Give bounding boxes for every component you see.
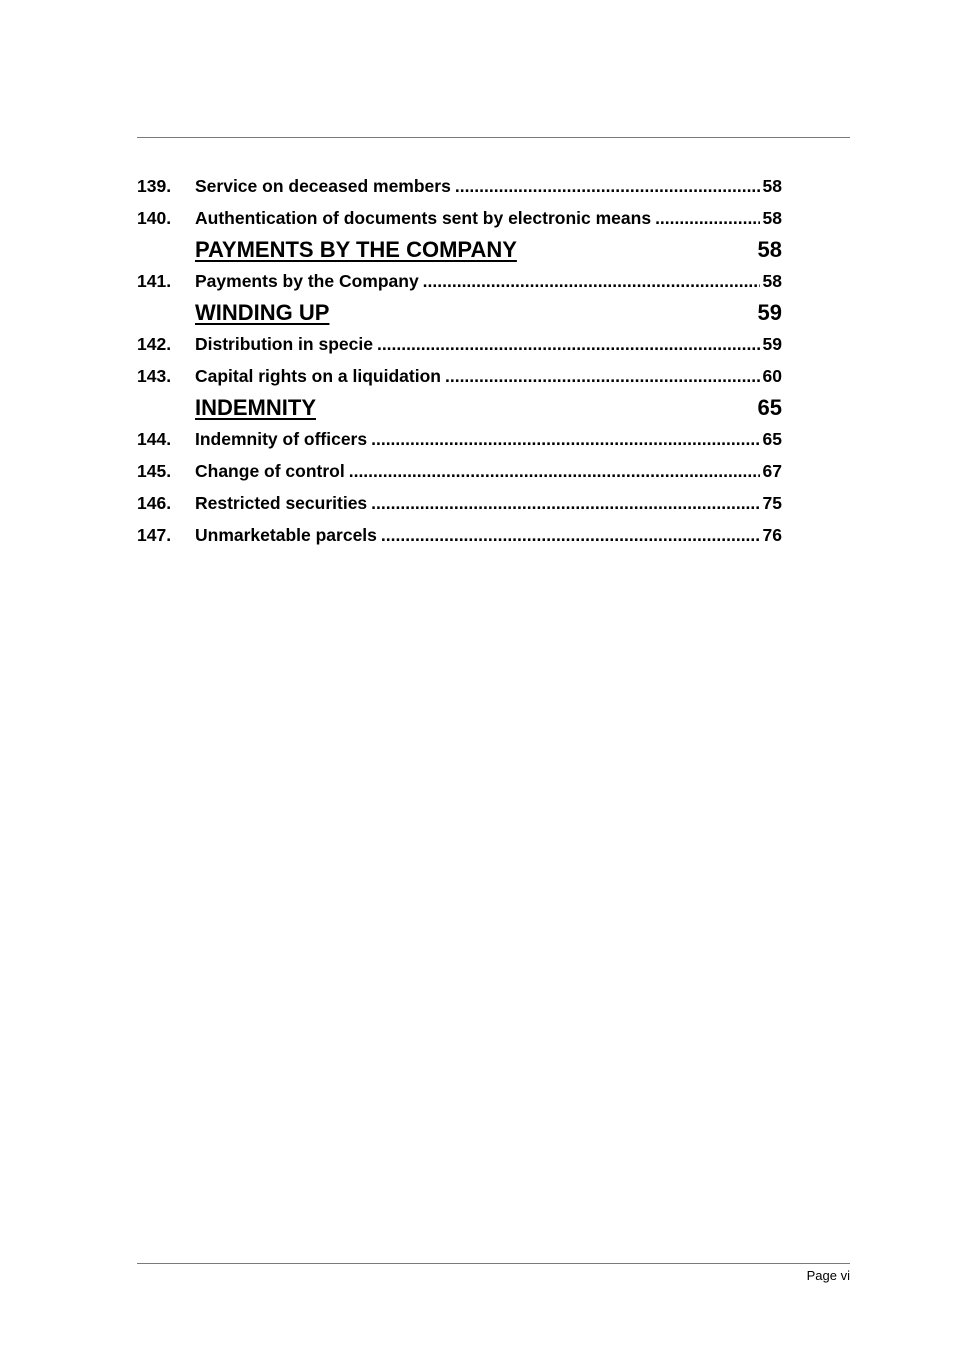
toc-entry-number: 145. [137, 461, 172, 481]
toc-entry-title: Authentication of documents sent by electronic means [195, 208, 652, 228]
toc-entry[interactable] [137, 360, 782, 392]
dot-leader [377, 328, 760, 360]
toc-section-page: 65 [757, 395, 782, 420]
toc-entry-number: 147. [137, 525, 172, 545]
toc-section-heading[interactable] [137, 234, 782, 265]
dot-leader [445, 360, 760, 392]
toc-entry[interactable] [137, 455, 782, 487]
toc-entry-title: Unmarketable parcels [195, 525, 377, 545]
toc-entry-title: Indemnity of officers [195, 429, 368, 449]
toc-entry-title: Restricted securities [195, 493, 368, 513]
toc-entry-page: 58 [762, 271, 782, 291]
footer-rule [137, 1263, 850, 1264]
toc-entry-title: Distribution in specie [195, 334, 373, 354]
dot-leader [455, 170, 760, 202]
dot-leader [371, 487, 759, 519]
toc-entry-page: 58 [762, 208, 782, 228]
toc-entry-page: 60 [762, 366, 782, 386]
toc-section-heading[interactable] [137, 392, 782, 423]
dot-leader [371, 423, 759, 455]
toc-entry-page: 58 [762, 176, 782, 196]
toc-entry[interactable] [137, 265, 782, 297]
toc-entry[interactable] [137, 202, 782, 234]
page-number: Page vi [806, 1268, 850, 1283]
toc-entry-page: 65 [762, 429, 782, 449]
toc-section-page: 59 [757, 300, 782, 325]
table-of-contents [137, 170, 782, 551]
dot-leader [349, 455, 760, 487]
toc-entry[interactable] [137, 487, 782, 519]
toc-entry-title: Service on deceased members [195, 176, 451, 196]
dot-leader [381, 519, 760, 551]
toc-entry-number: 144. [137, 429, 172, 449]
toc-section-title: PAYMENTS BY THE COMPANY [195, 237, 517, 262]
toc-entry-number: 140. [137, 208, 172, 228]
dot-leader [655, 202, 759, 234]
toc-section-heading[interactable] [137, 297, 782, 328]
toc-entry-number: 146. [137, 493, 172, 513]
toc-entry-number: 139. [137, 176, 172, 196]
toc-entry[interactable] [137, 423, 782, 455]
toc-section-page: 58 [757, 237, 782, 262]
toc-entry-page: 67 [762, 461, 782, 481]
toc-section-title: WINDING UP [195, 300, 330, 325]
toc-entry-page: 59 [762, 334, 782, 354]
header-rule [137, 137, 850, 138]
toc-entry[interactable] [137, 170, 782, 202]
toc-entry[interactable] [137, 519, 782, 551]
toc-section-title: INDEMNITY [195, 395, 316, 420]
toc-entry-page: 75 [762, 493, 782, 513]
toc-entry-number: 141. [137, 271, 172, 291]
toc-entry-title: Change of control [195, 461, 345, 481]
toc-entry-number: 143. [137, 366, 172, 386]
toc-entry-title: Payments by the Company [195, 271, 419, 291]
toc-entry-title: Capital rights on a liquidation [195, 366, 441, 386]
toc-entry-number: 142. [137, 334, 172, 354]
dot-leader [423, 265, 760, 297]
toc-entry[interactable] [137, 328, 782, 360]
toc-entry-page: 76 [762, 525, 782, 545]
